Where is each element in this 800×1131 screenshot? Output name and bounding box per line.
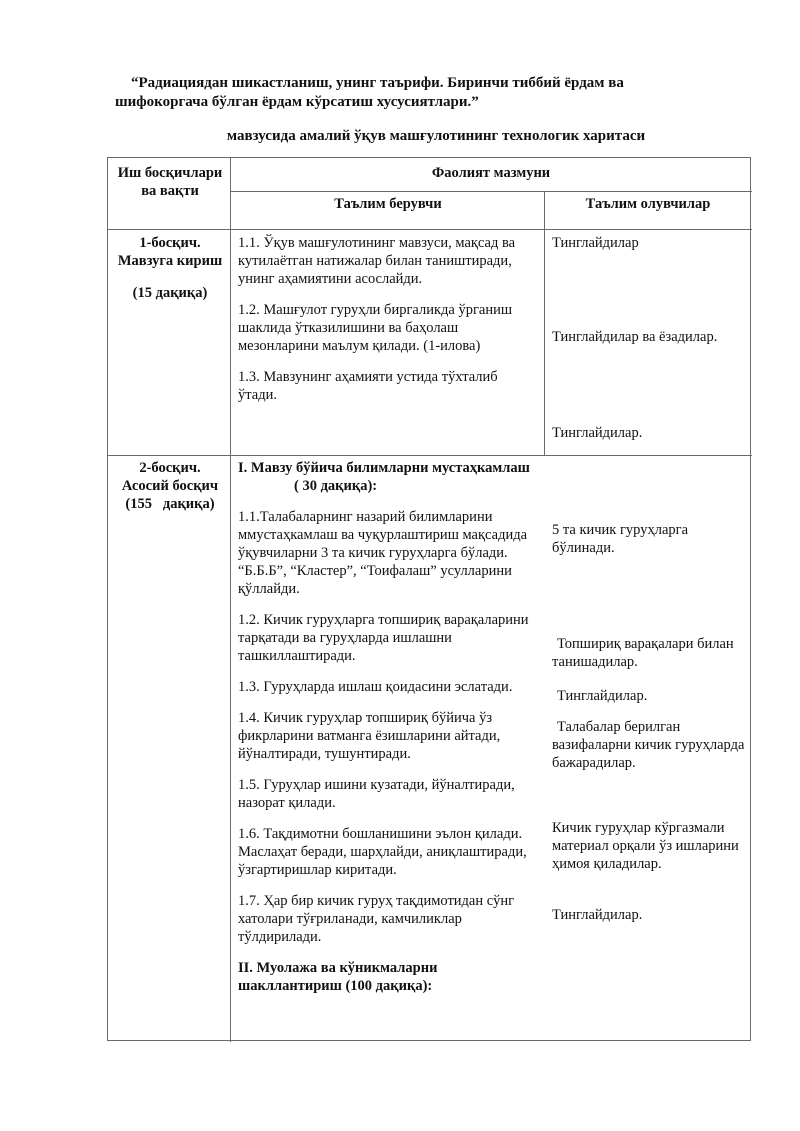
stage2-student-item: Топшириқ варақалари билан танишадилар. bbox=[552, 636, 734, 670]
row-divider-header bbox=[108, 229, 752, 230]
stage2-student-item: 5 та кичик гуруҳларга бўлинади. bbox=[552, 522, 689, 556]
stage2-student-item: Кичик гуруҳлар кўргазмали материал орқали ўз ишларини ҳимоя қиладилар. bbox=[552, 820, 739, 872]
stage2-section1-heading bbox=[238, 459, 536, 495]
section1-time: ( 30 дақиқа): bbox=[294, 478, 378, 494]
stage2-teacher-item: 1.7. Ҳар бир кичик гуруҳ тақдимотидан сўнг хатолари тўғриланади, камчиликлар тўлдирилади. bbox=[238, 893, 515, 945]
stage2-teacher-item: 1.6. Тақдимотни бошланишини эълон қилади. Маслаҳат беради, шарҳлайди, аниқлаштиради, ўзгартиришлар киритади. bbox=[238, 826, 527, 878]
column-divider-1 bbox=[230, 158, 231, 1042]
header-teacher: Таълим берувчи bbox=[334, 196, 442, 212]
document-subtitle bbox=[0, 128, 800, 145]
header-students: Таълим олувчилар bbox=[585, 196, 711, 212]
stage1-name: 1-босқич. Мавзуга кириш bbox=[117, 235, 223, 269]
stage1-teacher-item: 1.1. Ўқув машғулотининг мавзуси, мақсад ва кутилаётган натижалар билан таништиради, унинг аҳамиятини асослайди. bbox=[238, 235, 516, 287]
stage2-time: (155 дақиқа) bbox=[125, 496, 215, 512]
stage2-cell bbox=[116, 459, 224, 513]
stage2-teacher-item: 1.3. Гуруҳларда ишлаш қоидасини эслатади. bbox=[238, 679, 513, 695]
row-divider-header-sub bbox=[230, 191, 752, 192]
stage1-cell bbox=[116, 234, 224, 302]
stage2-teacher-cell bbox=[238, 459, 536, 1008]
header-stages: Иш босқичлари ва вақти bbox=[117, 165, 223, 199]
stage1-student-item: Тинглайдилар. bbox=[552, 425, 643, 441]
stage2-student-item: Тинглайдилар. bbox=[557, 688, 648, 704]
document-title bbox=[115, 74, 715, 112]
stage2-teacher-item: 1.5. Гуруҳлар ишини кузатади, йўналтиради, назорат қилади. bbox=[238, 777, 515, 811]
stage2-teacher-item: 1.2. Кичик гуруҳларга топшириқ варақаларини тарқатади ва гуруҳларда ишлашни ташкиллаштиради. bbox=[238, 612, 529, 664]
stage1-student-item: Тинглайдилар bbox=[552, 235, 639, 251]
stage2-teacher-item: 1.1.Талабаларнинг назарий билимларини ммустаҳкамлаш ва чуқурлаштириш мақсадида ўқувчиларни 3 та кичик гуруҳларга бўлади. “Б.Б.Б”, “Кластер”, “Тоифалаш” усулларини қўллайди. bbox=[238, 509, 528, 597]
stage2-section2-heading: II. Муолажа ва кўникмаларни шакллантириш (100 дақиқа): bbox=[238, 960, 438, 994]
stage1-teacher-item: 1.3. Мавзунинг аҳамияти устида тўхталиб ўтади. bbox=[238, 369, 498, 403]
title-line-2: шифокоргача бўлган ёрдам кўрсатиш хусусиятлари.” bbox=[115, 94, 479, 110]
title-line-1: “Радиациядан шикастланиш, унинг таърифи. Биринчи тиббий ёрдам ва bbox=[131, 75, 624, 91]
technology-map-table bbox=[107, 157, 751, 1041]
stage2-student-item: Талабалар берилган вазифаларни кичик гуруҳларда бажарадилар. bbox=[552, 719, 745, 771]
stage2-name: 2-босқич. Асосий босқич bbox=[121, 460, 219, 494]
stage2-student-item: Тинглайдилар. bbox=[552, 907, 643, 923]
stage1-teacher-cell bbox=[238, 234, 534, 417]
stage1-student-item: Тинглайдилар ва ёзадилар. bbox=[552, 329, 718, 345]
stage1-teacher-item: 1.2. Машғулот гуруҳли биргаликда ўрганиш шаклида ўтказилишини ва баҳолаш мезонларини маълум қилади. (1-илова) bbox=[238, 302, 513, 354]
stage2-teacher-item: 1.4. Кичик гуруҳлар топшириқ бўйича ўз фикрларини ватманга ёзишларини айтади, йўналтиради, тушунтиради. bbox=[238, 710, 501, 762]
column-divider-2 bbox=[544, 191, 545, 455]
header-content: Фаолият мазмуни bbox=[431, 165, 551, 181]
section1-title: I. Мавзу бўйича билимларни мустаҳкамлаш bbox=[238, 460, 530, 476]
stage1-time: (15 дақиқа) bbox=[132, 285, 208, 301]
row-divider-stage1 bbox=[108, 455, 752, 456]
subtitle-text: мавзусида амалий ўқув машғулотининг технологик харитаси bbox=[226, 128, 646, 144]
